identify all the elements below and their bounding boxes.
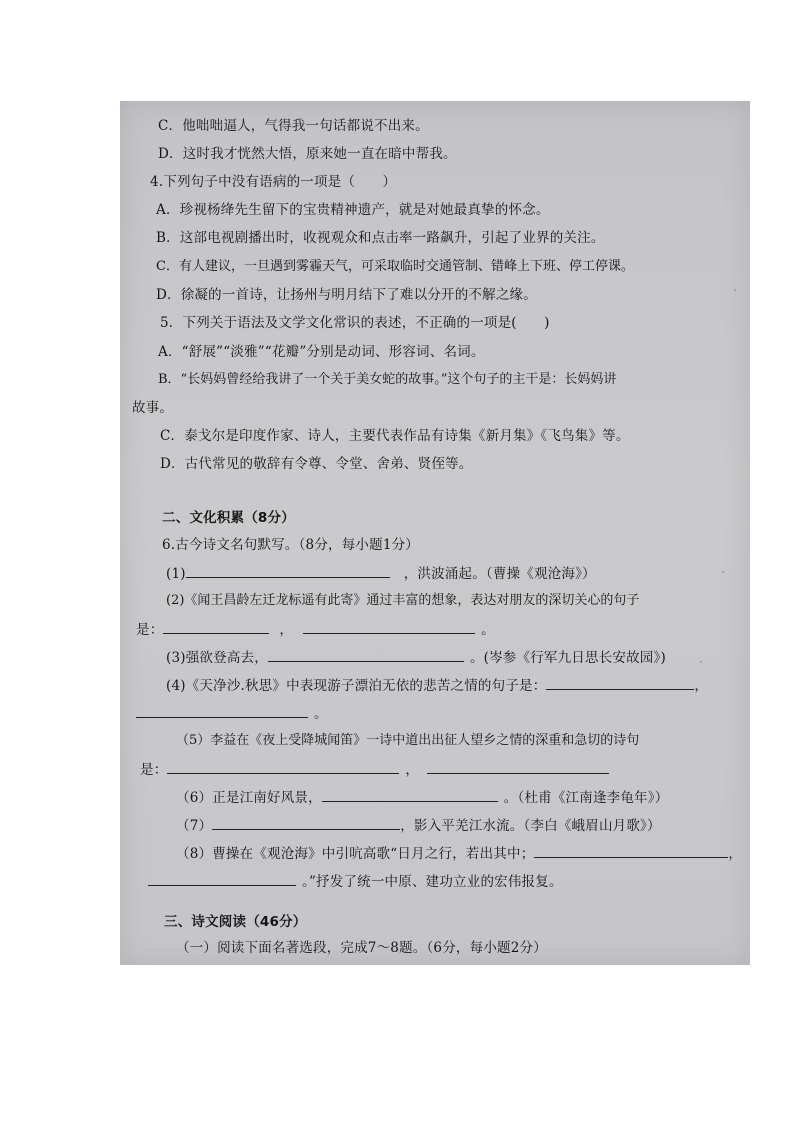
item5-blank-2[interactable] (427, 760, 609, 774)
section3-title: 三、诗文阅读（46分） (164, 914, 307, 930)
q3-option-d: D．这时我才恍然大悟，原来她一直在暗中帮我。 (158, 146, 457, 162)
q4-stem: 4.下列句子中没有语病的一项是（ ） (150, 174, 397, 190)
q6-item8-line2 (148, 872, 563, 891)
q5-stem: 5．下列关于语法及文学文化常识的表述，不正确的一项是( ) (160, 315, 550, 331)
q6-item5-line1: （5）李益在《夜上受降城闻笛》一诗中道出出征人望乡之情的深重和急切的诗句 (176, 733, 640, 748)
item6-blank[interactable] (322, 788, 498, 802)
scan-speck (700, 661, 702, 663)
item3-blank[interactable] (268, 648, 464, 662)
section2-title: 二、文化积累（8分） (162, 510, 295, 526)
item2-blank-1[interactable] (163, 620, 269, 634)
item5-blank-1[interactable] (167, 760, 399, 774)
item6-prefix: （6）正是江南好风景， (176, 790, 322, 806)
item7-suffix: ，影入平羌江水流。（李白《峨眉山月歌》） (400, 818, 661, 834)
q4-option-a: A．珍视杨绛先生留下的宝贵精神遗产，就是对她最真挚的怀念。 (156, 202, 550, 218)
item8-suffix: 。”抒发了统一中原、建功立业的宏伟报复。 (302, 874, 563, 890)
section3-part1: （一）阅读下面名著选段，完成7～8题。（6分，每小题2分） (176, 940, 547, 956)
item6-suffix: 。（杜甫《江南逢李龟年》） (503, 790, 669, 806)
q6-item3 (166, 648, 666, 667)
item7-prefix: （7） (176, 818, 213, 834)
q6-stem: 6.古今诗文名句默写。（8分，每小题1分） (162, 537, 420, 553)
q6-item4-line2 (136, 704, 328, 723)
q6-item6 (176, 788, 668, 807)
q5-option-a: A．“舒展”“淡雅”“花瓣”分别是动词、形容词、名词。 (158, 344, 485, 360)
q6-item8-line1 (176, 844, 742, 863)
item3-suffix: 。(岑参《行军九日思长安故园》) (469, 650, 666, 666)
q6-item2-line1: (2)《闻王昌龄左迁龙标遥有此寄》通过丰富的想象，表达对朋友的深切关心的句子 (166, 593, 640, 608)
item1-suffix: ，洪波涌起。（曹操《观沧海》） (403, 566, 596, 582)
item2-comma: ， (279, 622, 294, 638)
q5-option-d: D．古代常见的敬辞有令尊、令堂、舍弟、贤侄等。 (160, 456, 473, 472)
item4-prefix: (4)《天净沙.秋思》中表现游子漂泊无依的悲苦之情的句子是： (166, 678, 547, 694)
scan-speck (722, 571, 724, 573)
q6-item4-line1 (166, 676, 708, 695)
q3-option-c: C．他咄咄逼人，气得我一句话都说不出来。 (158, 118, 429, 134)
q4-option-d: D．徐凝的一首诗，让扬州与明月结下了难以分开的不解之缘。 (156, 287, 537, 303)
item8-prefix: （8）曹操在《观沧海》中引吭高歌“日月之行，若出其中； (176, 846, 535, 862)
item4-blank-2[interactable] (136, 704, 308, 718)
q5-option-b-line2: 故事。 (132, 400, 174, 416)
q4-option-b: B．这部电视剧播出时，收视观众和点击率一路飙升，引起了业界的关注。 (156, 230, 605, 246)
item8-blank-2[interactable] (148, 872, 296, 886)
q6-item2-line2 (136, 620, 495, 639)
q5-option-c: C．泰戈尔是印度作家、诗人，主要代表作品有诗集《新月集》《飞鸟集》等。 (160, 428, 630, 444)
item7-blank[interactable] (212, 816, 400, 830)
scanned-exam-page (120, 101, 750, 965)
scan-speck (734, 289, 736, 291)
item4-blank-1[interactable] (546, 676, 694, 690)
item8-comma: ， (728, 846, 743, 862)
item1-blank[interactable] (186, 564, 390, 578)
q5-option-b-line1: B．“长妈妈曾经给我讲了一个关于美女蛇的故事。”这个句子的主干是：长妈妈讲 (158, 372, 617, 387)
item5-prefix: 是： (140, 762, 168, 778)
q4-option-c: C．有人建议，一旦遇到雾霾天气，可采取临时交通管制、错峰上下班、停工停课。 (156, 259, 634, 274)
item3-prefix: (3)强欲登高去， (166, 650, 268, 666)
item8-blank-1[interactable] (534, 844, 728, 858)
item2-blank-2[interactable] (303, 620, 475, 634)
item2-prefix: 是： (136, 622, 164, 638)
item2-end: 。 (481, 622, 495, 638)
item4-end: 。 (314, 706, 328, 722)
q6-item7 (176, 816, 661, 835)
q6-item1 (166, 564, 596, 583)
item1-prefix: (1) (166, 566, 186, 582)
q6-item5-line2 (140, 760, 609, 779)
item4-comma: ， (694, 678, 709, 694)
item5-comma: ， (405, 762, 420, 778)
